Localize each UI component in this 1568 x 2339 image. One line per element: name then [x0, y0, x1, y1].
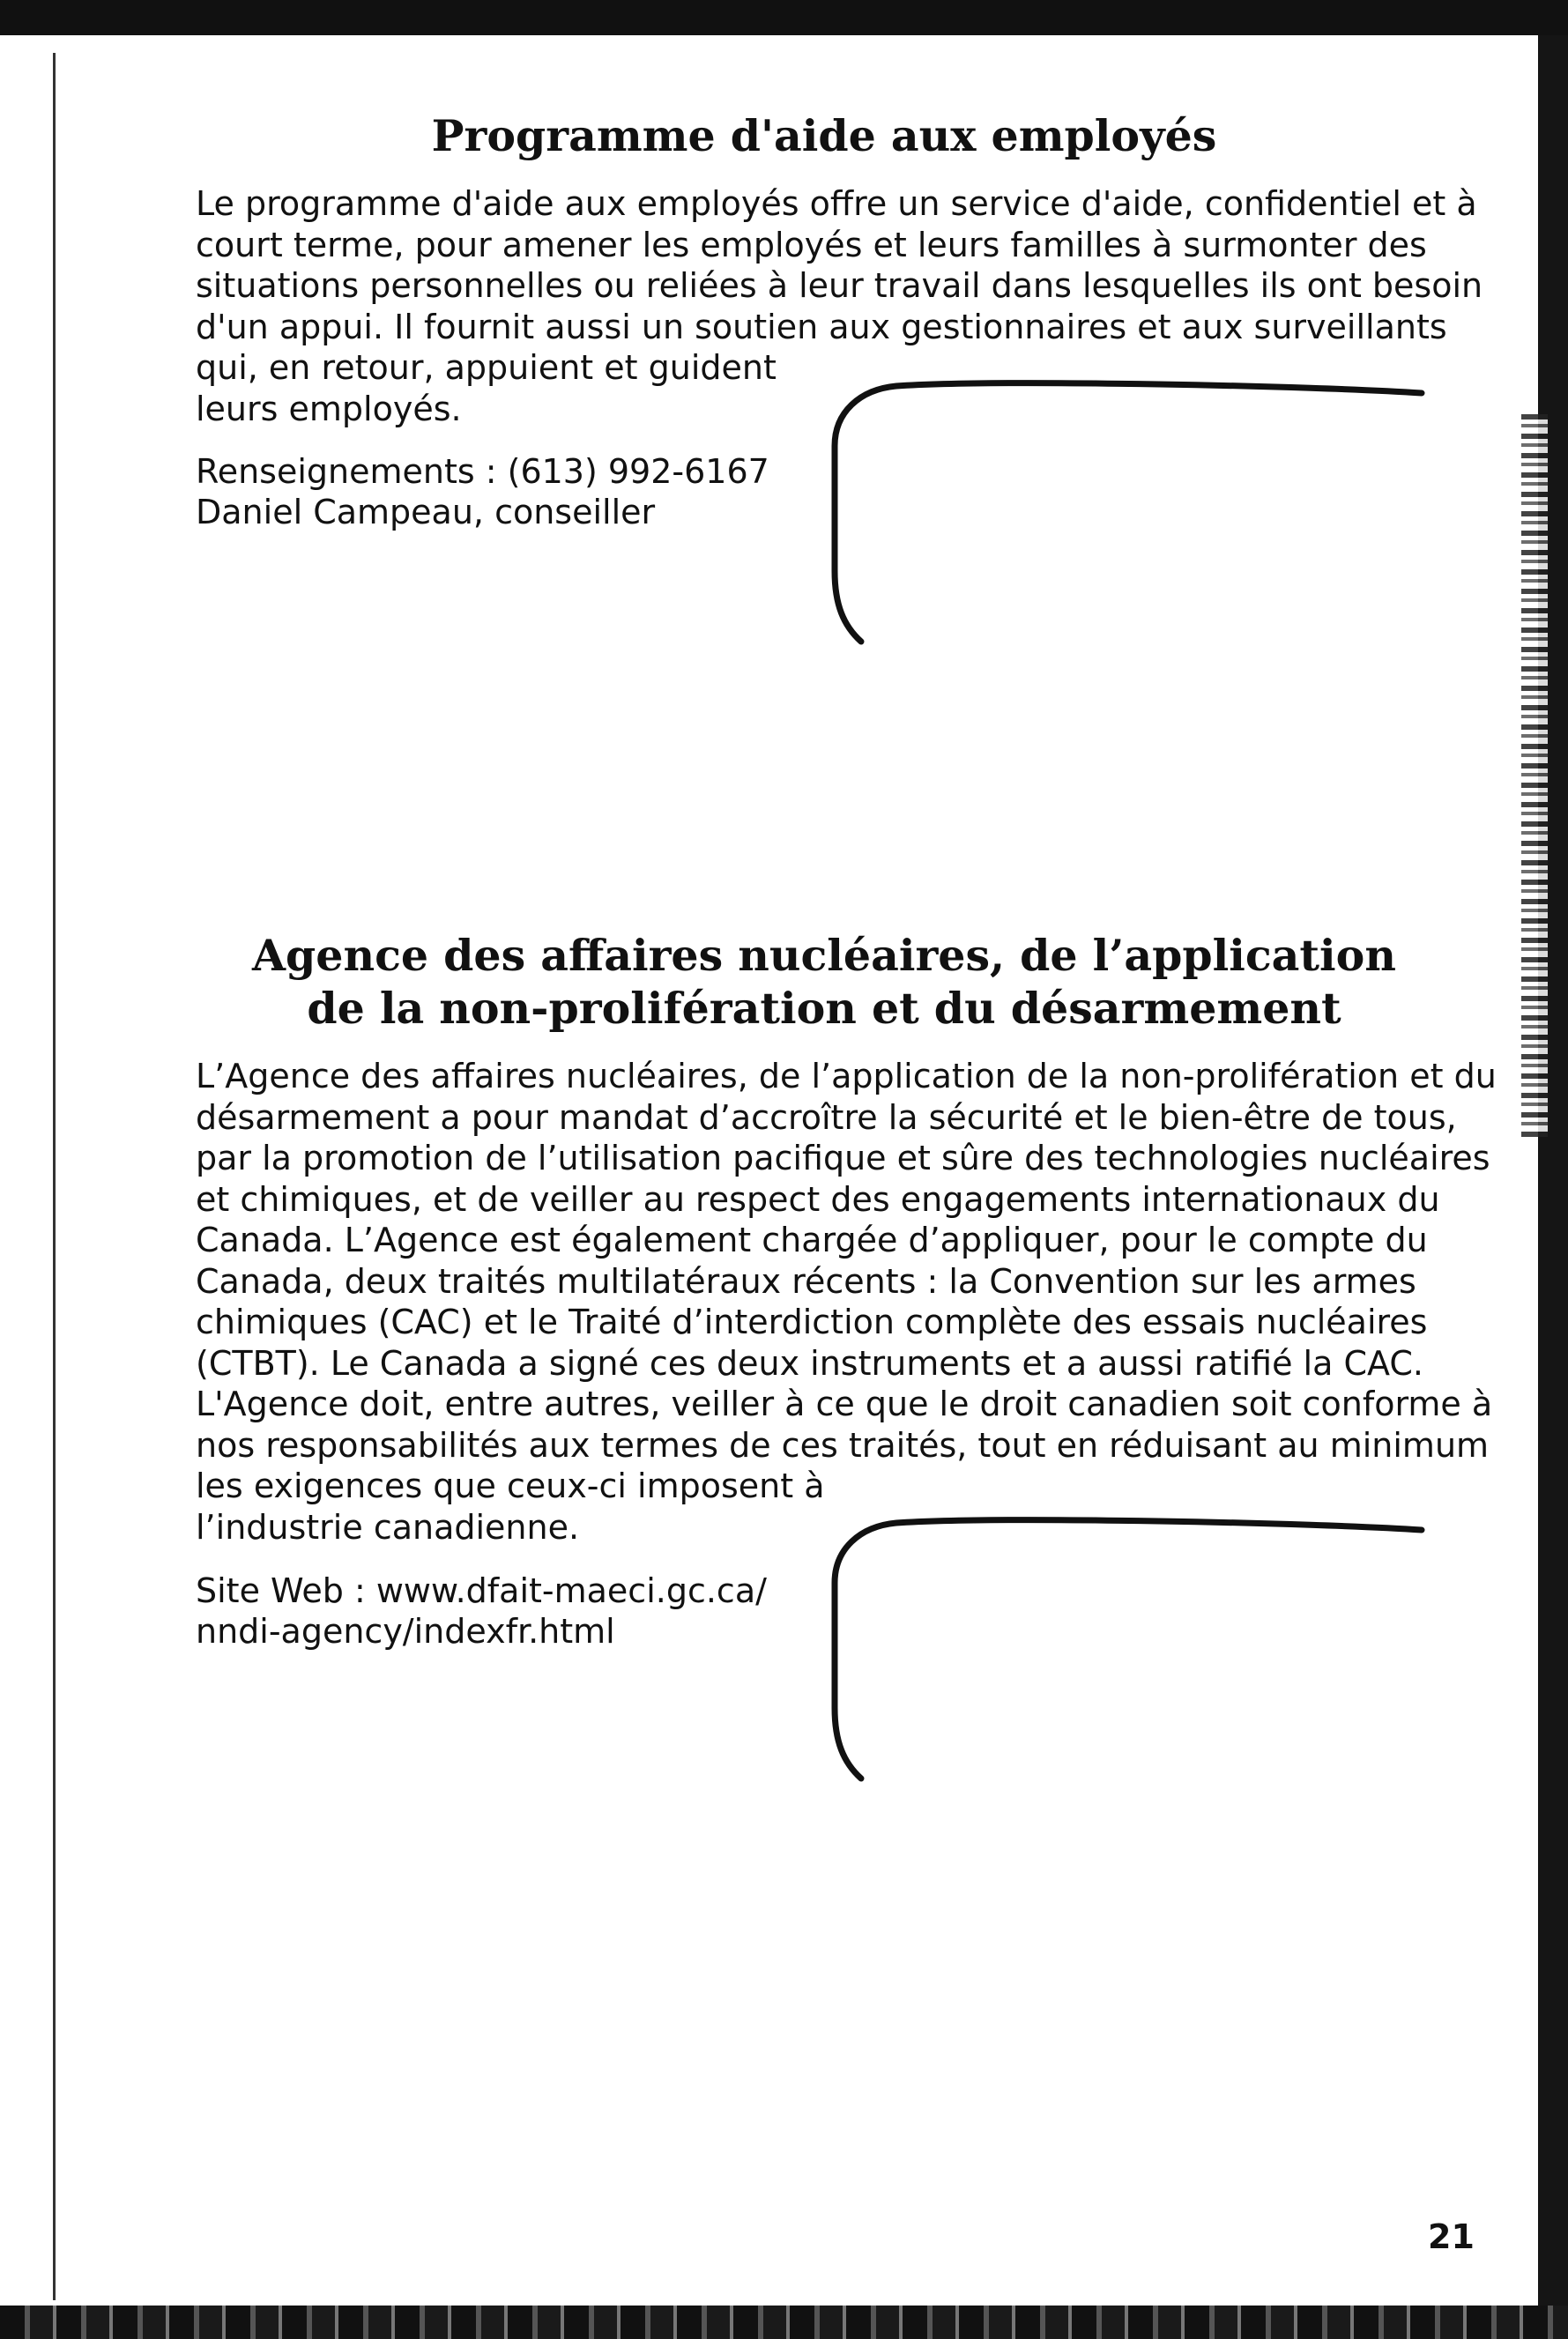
body-line: désarmement a pour mandat d’accroître la sécurité et le bien-être de tous,: [196, 1097, 1457, 1137]
website-line: Site Web : www.dfait-maeci.gc.ca/: [196, 1571, 767, 1610]
contact-block-nuclear-agency: [196, 1570, 767, 1652]
website-line: nndi-agency/indexfr.html: [196, 1612, 615, 1651]
body-line: d'un appui. Il fournit aussi un soutien aux gestionnaires et aux surveillants: [196, 307, 1447, 346]
body-line: L’Agence des affaires nucléaires, de l’application de la non-prolifération et du: [196, 1057, 1497, 1095]
body-line: les exigences que ceux-ci imposent à: [196, 1467, 825, 1505]
body-line: nos responsabilités aux termes de ces traités, tout en réduisant au minimum: [196, 1425, 1490, 1465]
body-line: Le programme d'aide aux employés offre un service d'aide, confidentiel et à: [196, 184, 1477, 223]
body-line: et chimiques, et de veiller au respect des engagements internationaux du: [196, 1179, 1440, 1219]
left-margin-rule: [53, 53, 56, 2300]
scan-edge-bottom: [0, 2306, 1568, 2339]
body-line: leurs employés.: [196, 389, 462, 428]
section-heading-nuclear-agency: [176, 929, 1472, 1035]
scan-edge-right: [1538, 35, 1568, 2306]
body-line: (CTBT). Le Canada a signé ces deux instruments et a aussi ratifié la CAC.: [196, 1343, 1423, 1383]
body-line: par la promotion de l’utilisation pacifique et sûre des technologies nucléaires: [196, 1139, 1490, 1177]
contact-block-employee-assistance: [196, 451, 769, 532]
decorative-bracket: [824, 1514, 1441, 1787]
scan-noise-right: [1521, 414, 1548, 1137]
section-heading-employee-assistance: [176, 109, 1472, 162]
scan-edge-top: [0, 0, 1568, 35]
phone-line: Renseignements : (613) 992-6167: [196, 452, 769, 491]
heading-line: de la non-prolifération et du désarmement: [307, 983, 1341, 1034]
body-line: situations personnelles ou reliées à leur travail dans lesquelles ils ont besoin: [196, 266, 1483, 305]
body-line: L'Agence doit, entre autres, veiller à ce que le droit canadien soit conforme à: [196, 1385, 1493, 1423]
page-number: 21: [1428, 2217, 1475, 2256]
counsellor-line: Daniel Campeau, conseiller: [196, 493, 656, 531]
body-line: court terme, pour amener les employés et leurs familles à surmonter des: [196, 225, 1427, 264]
decorative-bracket: [824, 377, 1441, 650]
section-body-nuclear-agency: [196, 1056, 1497, 1548]
body-line: l’industrie canadienne.: [196, 1507, 580, 1547]
body-line: chimiques (CAC) et le Traité d’interdiction complète des essais nucléaires: [196, 1303, 1428, 1341]
heading-line: Agence des affaires nucléaires, de l’application: [252, 930, 1396, 981]
heading-line: Programme d'aide aux employés: [431, 110, 1217, 161]
body-line: Canada, deux traités multilatéraux récents : la Convention sur les armes: [196, 1261, 1416, 1301]
body-line: qui, en retour, appuient et guident: [196, 348, 777, 387]
body-line: Canada. L’Agence est également chargée d’appliquer, pour le compte du: [196, 1221, 1428, 1259]
